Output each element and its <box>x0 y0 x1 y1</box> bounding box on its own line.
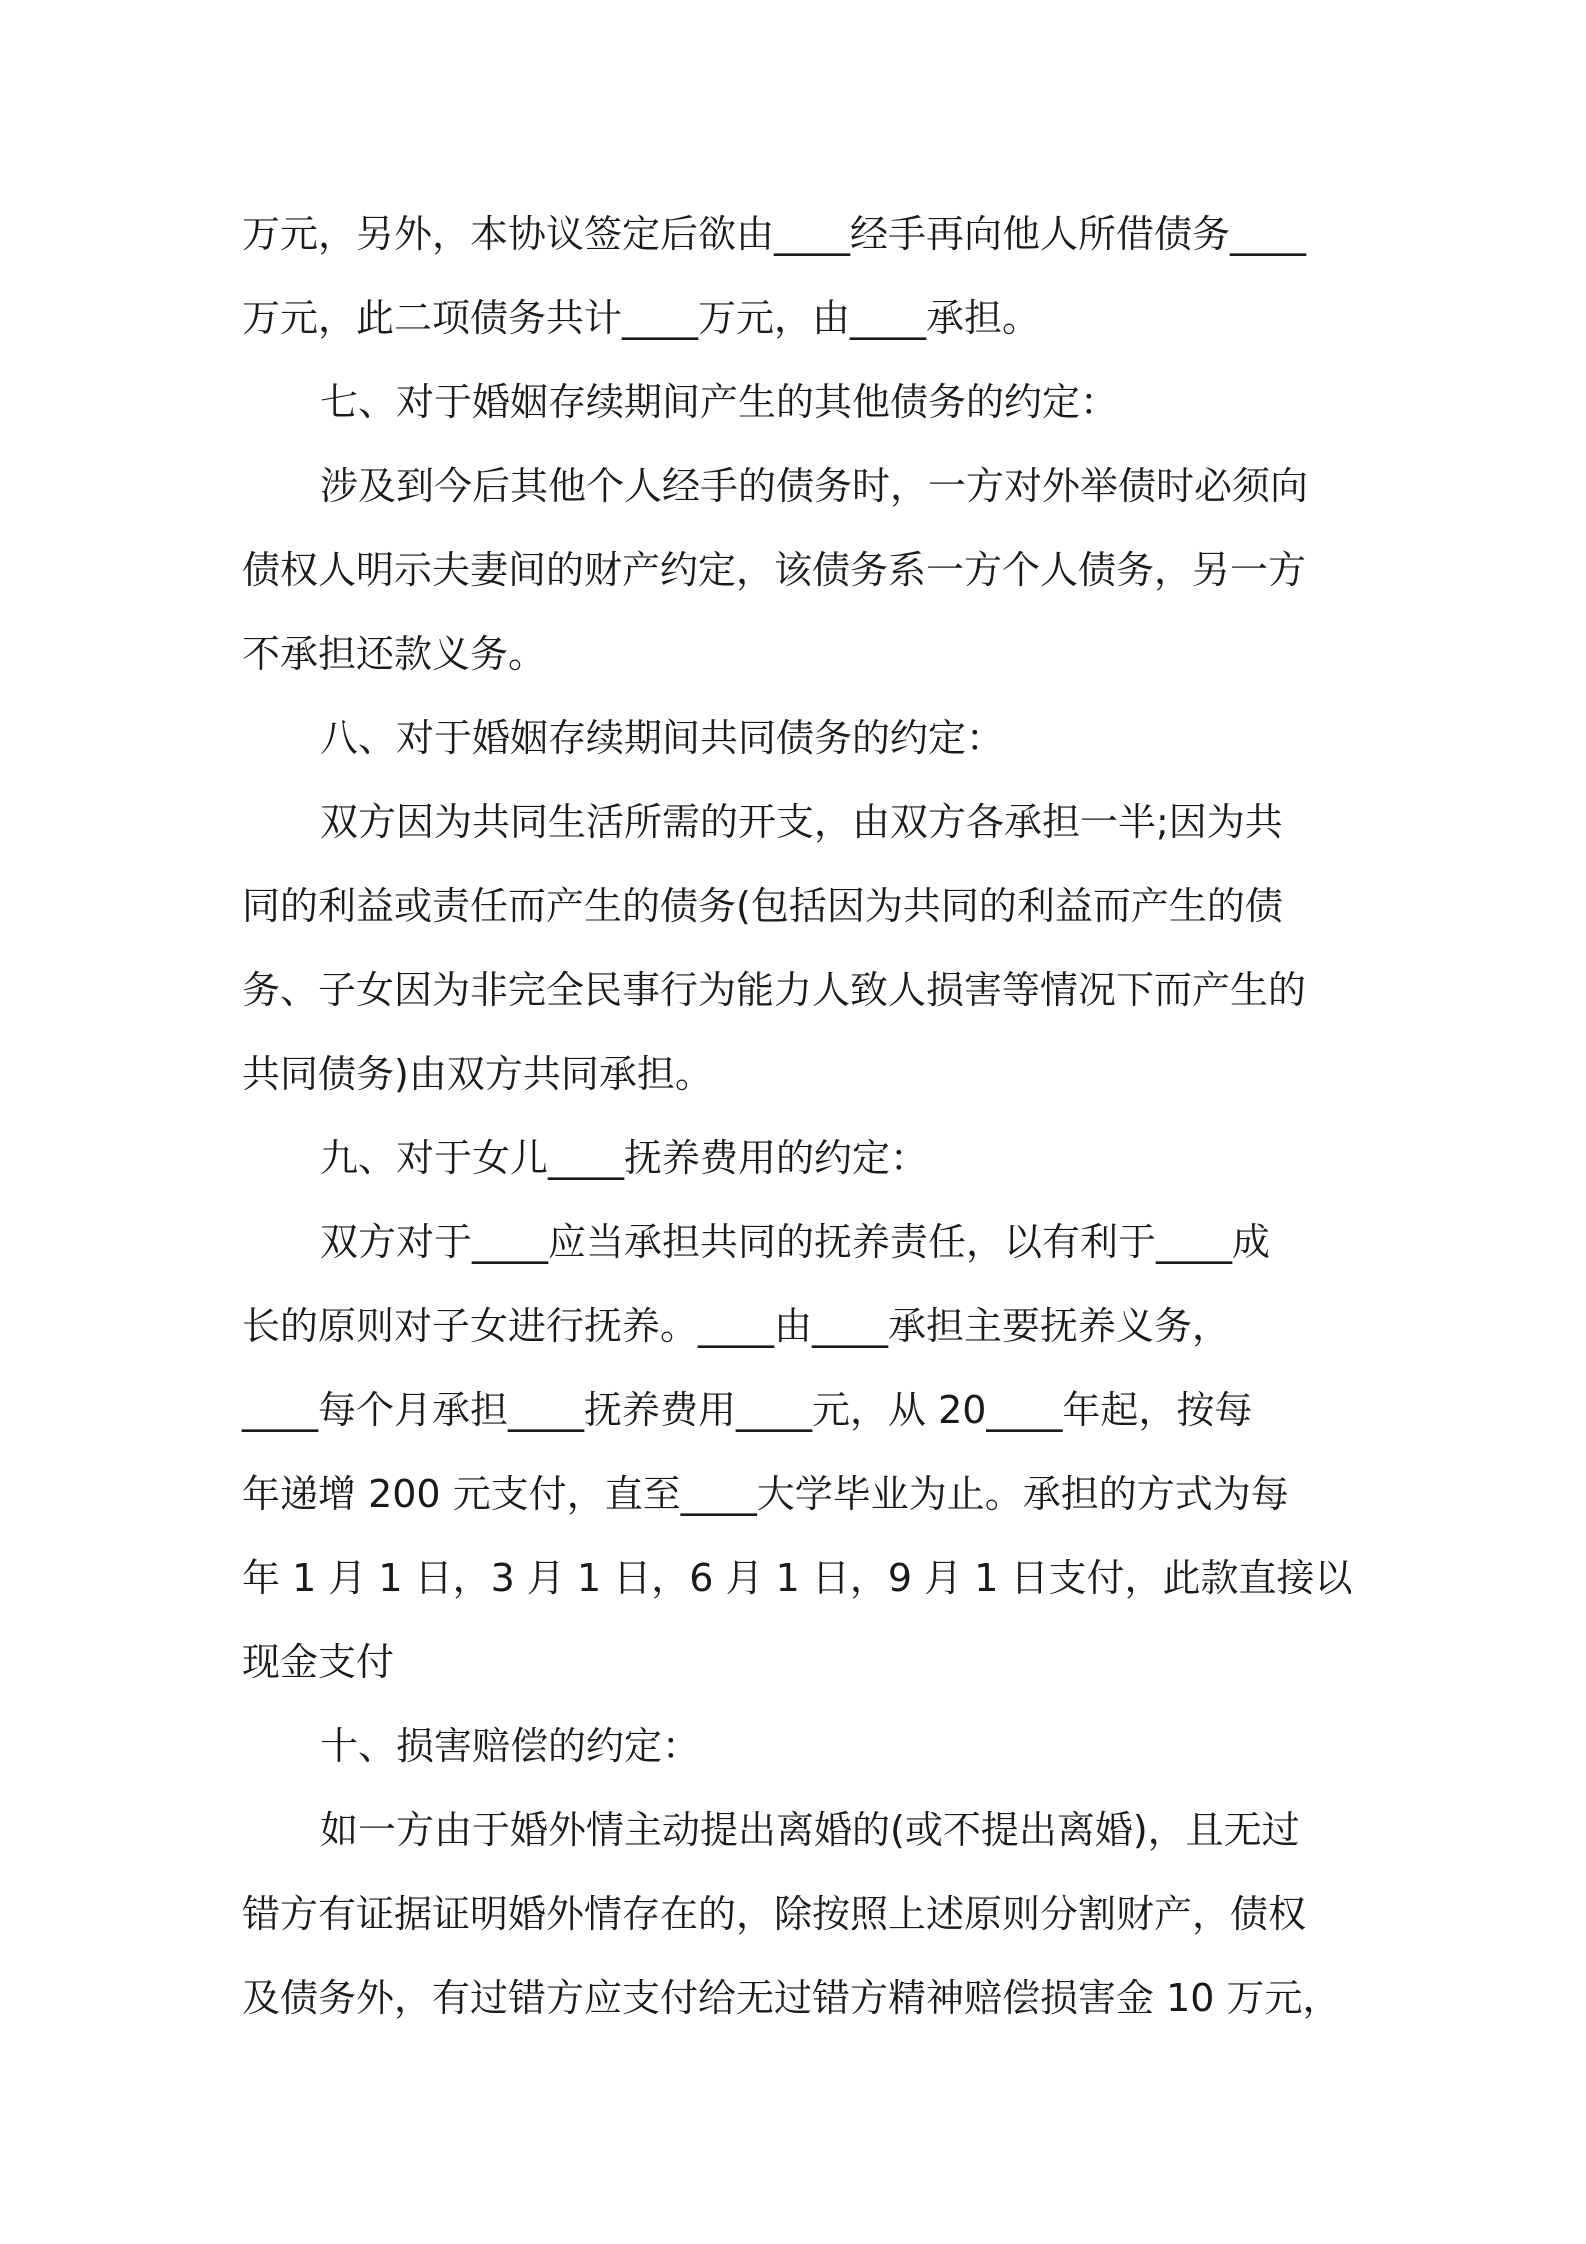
section-heading-9: 九、对于女儿____抚养费用的约定： <box>320 1136 929 1180</box>
text-line: 年递增 200 元支付，直至____大学毕业为止。承担的方式为每 <box>242 1472 1289 1516</box>
text-line: 万元，另外，本协议签定后欲由____经手再向他人所借债务____ <box>242 212 1307 256</box>
text-line: 债权人明示夫妻间的财产约定，该债务系一方个人债务，另一方 <box>242 548 1307 592</box>
text-line: 及债务外，有过错方应支付给无过错方精神赔偿损害金 10 万元， <box>242 1976 1341 2020</box>
text-line: 不承担还款义务。 <box>242 632 547 676</box>
text-line: 同的利益或责任而产生的债务(包括因为共同的利益而产生的债 <box>242 884 1283 928</box>
text-line: 万元，此二项债务共计____万元，由____承担。 <box>242 296 1041 340</box>
text-line: 涉及到今后其他个人经手的债务时，一方对外举债时必须向 <box>320 464 1309 508</box>
text-line: 务、子女因为非完全民事行为能力人致人损害等情况下而产生的 <box>242 968 1307 1012</box>
text-line: 共同债务)由双方共同承担。 <box>242 1052 713 1096</box>
text-line: 错方有证据证明婚外情存在的，除按照上述原则分割财产，债权 <box>242 1892 1307 1936</box>
text-line: 现金支付 <box>242 1640 395 1684</box>
text-line: 如一方由于婚外情主动提出离婚的(或不提出离婚)，且无过 <box>320 1808 1300 1852</box>
text-line: 长的原则对子女进行抚养。____由____承担主要抚养义务， <box>242 1304 1231 1348</box>
text-line: 年 1 月 1 日，3 月 1 日，6 月 1 日，9 月 1 日支付，此款直接以 <box>242 1556 1353 1600</box>
text-line: ____每个月承担____抚养费用____元，从 20____年起，按每 <box>242 1388 1253 1432</box>
section-heading-8: 八、对于婚姻存续期间共同债务的约定： <box>320 716 1005 760</box>
section-heading-7: 七、对于婚姻存续期间产生的其他债务的约定： <box>320 380 1119 424</box>
text-line: 双方对于____应当承担共同的抚养责任，以有利于____成 <box>320 1220 1271 1264</box>
document-body <box>242 192 1362 2040</box>
text-line: 双方因为共同生活所需的开支，由双方各承担一半;因为共 <box>320 800 1283 844</box>
section-heading-10: 十、损害赔偿的约定： <box>320 1724 701 1768</box>
